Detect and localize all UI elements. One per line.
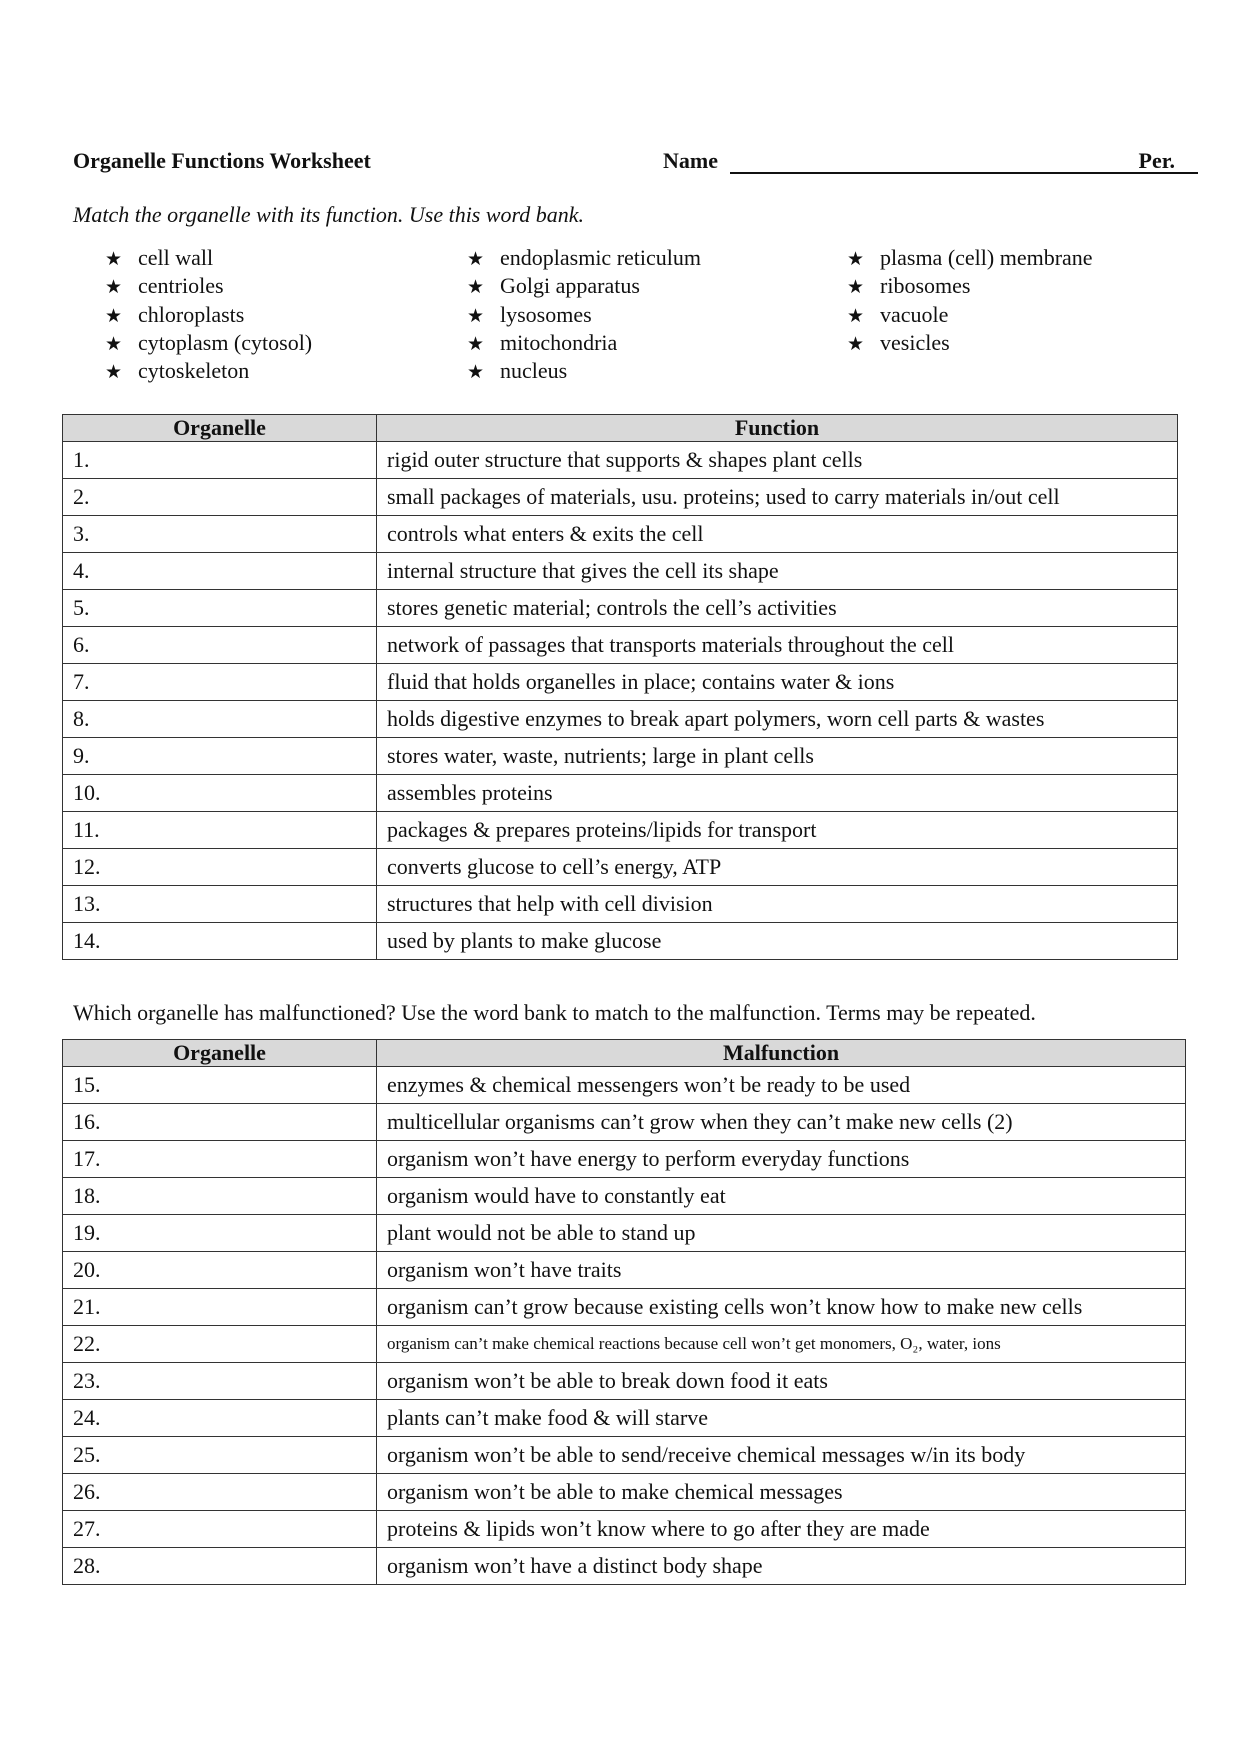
star-bullet-icon: ★: [847, 305, 865, 327]
table-row: [63, 1067, 1186, 1104]
word-bank-item: [105, 301, 312, 329]
description-cell: holds digestive enzymes to break apart polymers, worn cell parts & wastes: [377, 701, 1178, 738]
organelle-header: Organelle: [63, 1040, 377, 1067]
word-bank-item: [105, 272, 312, 300]
description-cell: organism can’t grow because existing cells won’t know how to make new cells: [377, 1289, 1186, 1326]
star-bullet-icon: ★: [467, 249, 485, 270]
instructions: Match the organelle with its function. Use this word bank.: [73, 202, 585, 227]
table-row: [63, 479, 1178, 516]
description-cell: organism won’t be able to break down food it eats: [377, 1363, 1186, 1400]
answer-cell[interactable]: 27.: [63, 1511, 377, 1548]
description-cell: controls what enters & exits the cell: [377, 516, 1178, 553]
table-row: [63, 849, 1178, 886]
table-row: [63, 442, 1178, 479]
description-cell: stores water, waste, nutrients; large in plant cells: [377, 738, 1178, 775]
word-bank-term: ribosomes: [880, 273, 971, 299]
star-bullet-icon: ★: [467, 333, 485, 355]
word-bank-item: [467, 357, 701, 385]
worksheet-title: Organelle Functions Worksheet: [73, 148, 371, 173]
table-row: [63, 1437, 1186, 1474]
description-cell: internal structure that gives the cell its shape: [377, 553, 1178, 590]
table-row: [63, 738, 1178, 775]
description-cell: plant would not be able to stand up: [377, 1215, 1186, 1252]
word-bank-item: [847, 329, 1093, 357]
word-bank-term: nucleus: [500, 358, 568, 384]
table-row: [63, 1215, 1186, 1252]
table-row: [63, 1548, 1186, 1585]
table-row: [63, 775, 1178, 812]
answer-cell[interactable]: 18.: [63, 1178, 377, 1215]
description-cell: organism won’t be able to make chemical messages: [377, 1474, 1186, 1511]
table-row: [63, 590, 1178, 627]
word-bank-term: centrioles: [138, 273, 224, 299]
description-cell: stores genetic material; controls the cell’s activities: [377, 590, 1178, 627]
word-bank-column: [467, 244, 701, 385]
table-row: [63, 1511, 1186, 1548]
table-row: [63, 627, 1178, 664]
description-cell: rigid outer structure that supports & shapes plant cells: [377, 442, 1178, 479]
table-row: [63, 1363, 1186, 1400]
malfunction-header: Malfunction: [377, 1040, 1186, 1067]
name-label: Name: [663, 148, 718, 173]
answer-cell[interactable]: 1.: [63, 442, 377, 479]
description-cell: converts glucose to cell’s energy, ATP: [377, 849, 1178, 886]
word-bank-column: [847, 244, 1093, 357]
answer-cell[interactable]: 2.: [63, 479, 377, 516]
table-row: [63, 1141, 1186, 1178]
description-cell: fluid that holds organelles in place; contains water & ions: [377, 664, 1178, 701]
answer-cell[interactable]: 5.: [63, 590, 377, 627]
star-bullet-icon: ★: [847, 333, 865, 355]
table-row: [63, 1289, 1186, 1326]
description-cell: proteins & lipids won’t know where to go after they are made: [377, 1511, 1186, 1548]
answer-cell[interactable]: 8.: [63, 701, 377, 738]
malfunction-instructions: Which organelle has malfunctioned? Use the word bank to match to the malfunction. Terms may be repeated.: [73, 1000, 1036, 1025]
answer-cell[interactable]: 22.: [63, 1326, 377, 1363]
table-row: [63, 1178, 1186, 1215]
word-bank-term: vesicles: [880, 329, 950, 355]
answer-cell[interactable]: 21.: [63, 1289, 377, 1326]
answer-cell[interactable]: 4.: [63, 553, 377, 590]
star-bullet-icon: ★: [467, 277, 485, 299]
table-row: [63, 664, 1178, 701]
answer-cell[interactable]: 15.: [63, 1067, 377, 1104]
table-row: [63, 701, 1178, 738]
description-cell: organism won’t be able to send/receive chemical messages w/in its body: [377, 1437, 1186, 1474]
description-cell: small packages of materials, usu. proteins; used to carry materials in/out cell: [377, 479, 1178, 516]
word-bank-item: [467, 272, 701, 300]
answer-cell[interactable]: 7.: [63, 664, 377, 701]
word-bank-term: Golgi apparatus: [500, 273, 640, 299]
answer-cell[interactable]: 12.: [63, 849, 377, 886]
word-bank-item: [105, 244, 312, 272]
table-row: [63, 1252, 1186, 1289]
description-cell: organism won’t have energy to perform everyday functions: [377, 1141, 1186, 1178]
answer-cell[interactable]: 20.: [63, 1252, 377, 1289]
description-cell: enzymes & chemical messengers won’t be ready to be used: [377, 1067, 1186, 1104]
answer-cell[interactable]: 6.: [63, 627, 377, 664]
answer-cell[interactable]: 25.: [63, 1437, 377, 1474]
description-cell: organism won’t have a distinct body shape: [377, 1548, 1186, 1585]
answer-cell[interactable]: 14.: [63, 923, 377, 960]
word-bank-column: [105, 244, 312, 385]
description-cell: organism won’t have traits: [377, 1252, 1186, 1289]
malfunction-table: [62, 1039, 1186, 1585]
description-cell: plants can’t make food & will starve: [377, 1400, 1186, 1437]
answer-cell[interactable]: 19.: [63, 1215, 377, 1252]
star-bullet-icon: ★: [105, 333, 123, 355]
answer-cell[interactable]: 3.: [63, 516, 377, 553]
word-bank-item: [105, 357, 312, 385]
description-cell: used by plants to make glucose: [377, 923, 1178, 960]
answer-cell[interactable]: 16.: [63, 1104, 377, 1141]
answer-cell[interactable]: 9.: [63, 738, 377, 775]
star-bullet-icon: ★: [105, 249, 123, 270]
description-cell: assembles proteins: [377, 775, 1178, 812]
function-table: [62, 414, 1178, 960]
description-cell: multicellular organisms can’t grow when they can’t make new cells (2): [377, 1104, 1186, 1141]
period-label: Per.: [1138, 148, 1175, 173]
answer-cell[interactable]: 28.: [63, 1548, 377, 1585]
word-bank-term: lysosomes: [500, 301, 592, 327]
star-bullet-icon: ★: [105, 277, 123, 299]
description-cell: organism can’t make chemical reactions because cell won’t get monomers, O₂, water, ions: [377, 1326, 1186, 1363]
table-row: [63, 553, 1178, 590]
star-bullet-icon: ★: [847, 277, 865, 299]
star-bullet-icon: ★: [467, 362, 485, 384]
table-row: [63, 1104, 1186, 1141]
table-row: [63, 812, 1178, 849]
answer-cell[interactable]: 26.: [63, 1474, 377, 1511]
star-bullet-icon: ★: [467, 305, 485, 327]
word-bank-term: chloroplasts: [138, 301, 245, 327]
answer-cell[interactable]: 23.: [63, 1363, 377, 1400]
answer-cell[interactable]: 10.: [63, 775, 377, 812]
description-cell: packages & prepares proteins/lipids for transport: [377, 812, 1178, 849]
star-bullet-icon: ★: [105, 362, 123, 384]
worksheet-header: [73, 148, 1175, 178]
answer-cell[interactable]: 24.: [63, 1400, 377, 1437]
word-bank-item: [105, 329, 312, 357]
word-bank-term: cell wall: [138, 245, 214, 270]
word-bank-item: [467, 301, 701, 329]
word-bank-item: [467, 329, 701, 357]
function-header: Function: [377, 415, 1178, 442]
table-row: [63, 1474, 1186, 1511]
description-cell: network of passages that transports materials throughout the cell: [377, 627, 1178, 664]
table-row: [63, 516, 1178, 553]
word-bank-item: [847, 244, 1093, 272]
word-bank-item: [467, 244, 701, 272]
word-bank-item: [847, 272, 1093, 300]
table-row: [63, 886, 1178, 923]
word-bank-term: vacuole: [880, 301, 949, 327]
answer-cell[interactable]: 17.: [63, 1141, 377, 1178]
table-row: [63, 923, 1178, 960]
star-bullet-icon: ★: [105, 305, 123, 327]
word-bank-term: cytoskeleton: [138, 358, 250, 384]
word-bank-term: endoplasmic reticulum: [500, 245, 701, 270]
table-row: [63, 1400, 1186, 1437]
word-bank-term: mitochondria: [500, 329, 618, 355]
organelle-header: Organelle: [63, 415, 377, 442]
table-row: [63, 1326, 1186, 1363]
answer-cell[interactable]: 11.: [63, 812, 377, 849]
name-blank-line[interactable]: [730, 172, 1198, 174]
description-cell: organism would have to constantly eat: [377, 1178, 1186, 1215]
star-bullet-icon: ★: [847, 249, 865, 270]
answer-cell[interactable]: 13.: [63, 886, 377, 923]
word-bank-item: [847, 301, 1093, 329]
word-bank-term: cytoplasm (cytosol): [138, 329, 313, 355]
word-bank-term: plasma (cell) membrane: [880, 245, 1093, 270]
description-cell: structures that help with cell division: [377, 886, 1178, 923]
